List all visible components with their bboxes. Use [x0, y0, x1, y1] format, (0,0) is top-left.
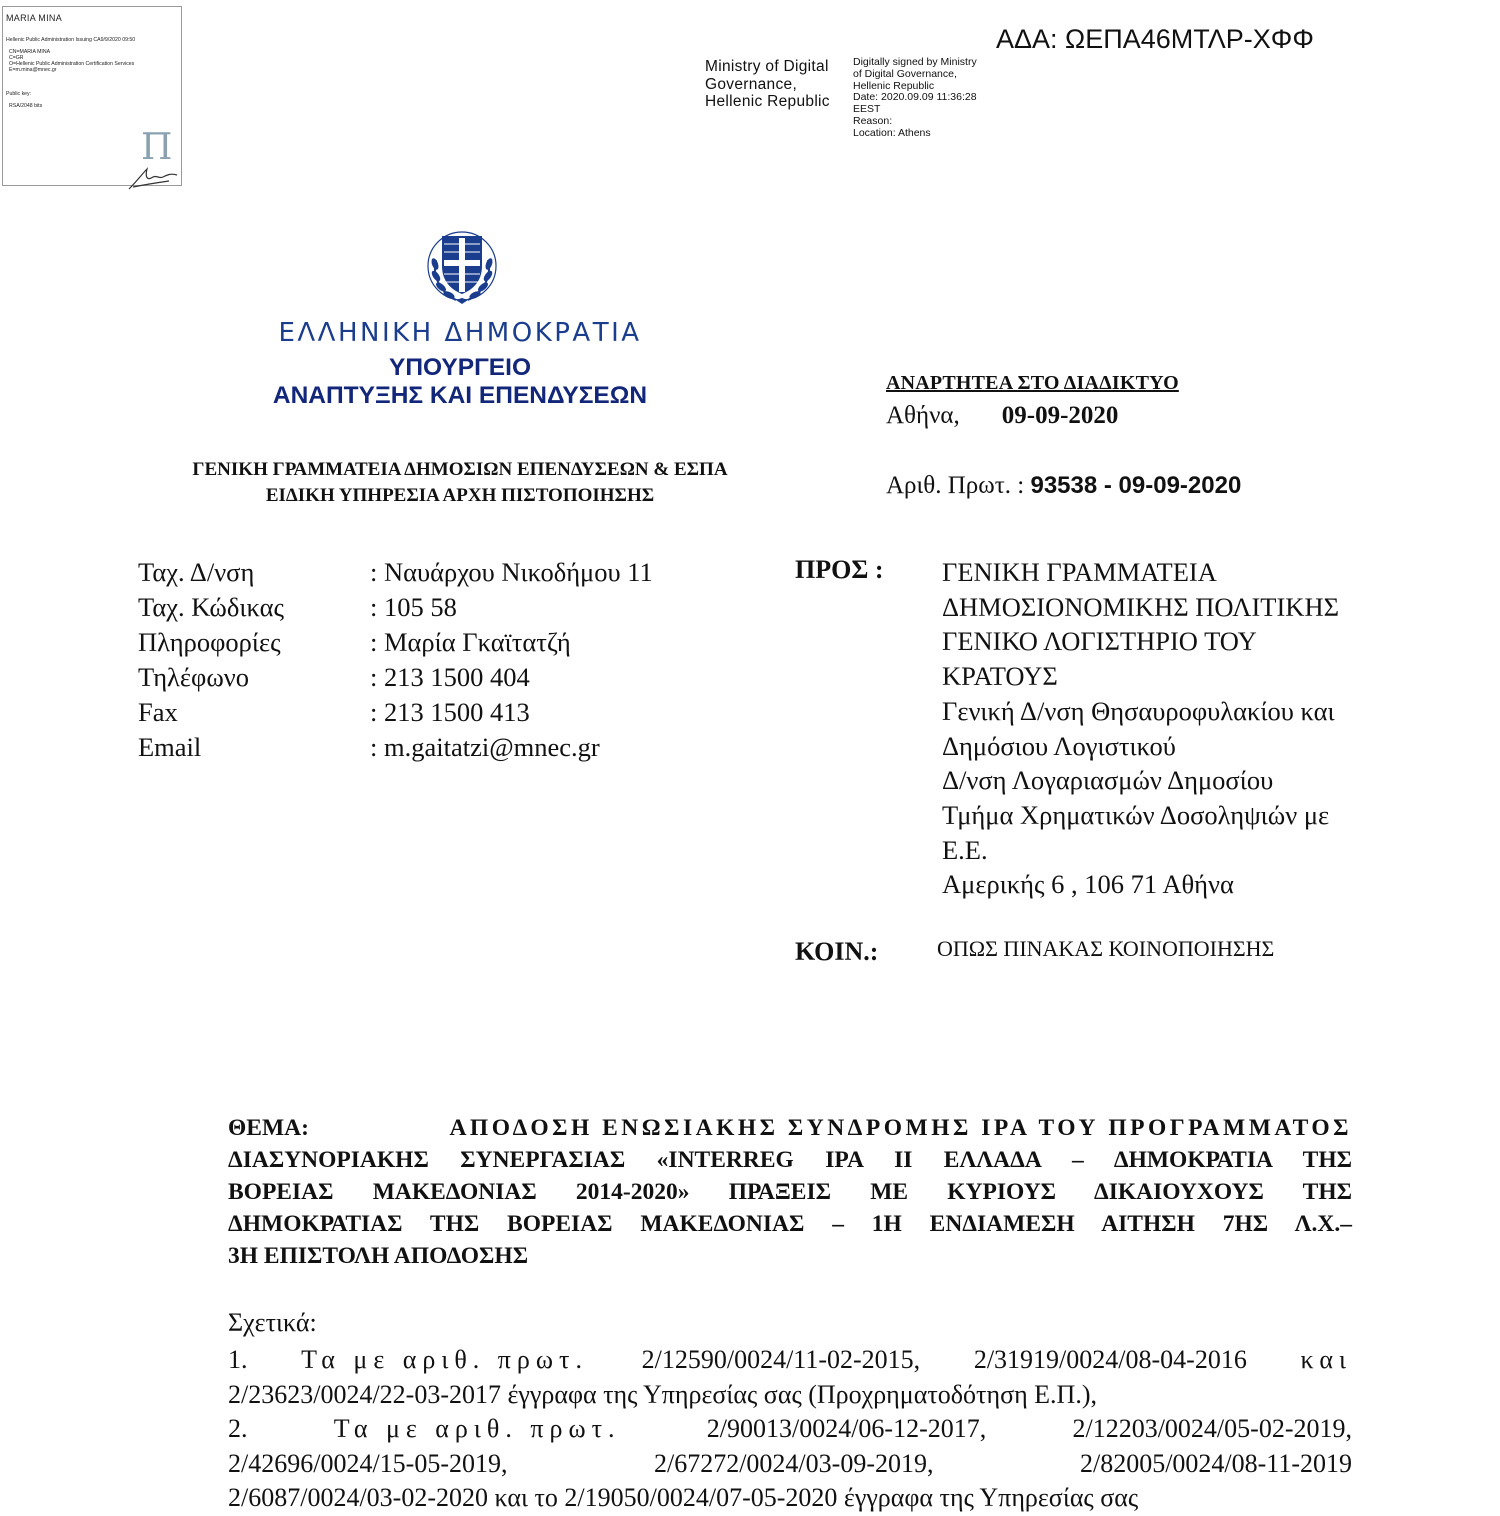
reference-doc: 2/12590/0024/11-02-2015, — [641, 1345, 921, 1374]
ministry-line: ΑΝΑΠΤΥΞΗΣ ΚΑΙ ΕΠΕΝΔΥΣΕΩΝ — [272, 382, 648, 409]
contact-label: Fax — [138, 697, 178, 727]
stamp-issuer: Hellenic Public Administration Issuing CA9/9/2020 09:50 — [6, 37, 136, 43]
reference-doc: 2/42696/0024/15-05-2019, — [228, 1448, 508, 1478]
contact-info — [138, 555, 653, 765]
city: Αθήνα, — [886, 402, 960, 429]
signature-detail-line: Location: Athens — [853, 126, 931, 139]
ada-code: ΑΔΑ: ΩΕΠΑ46ΜΤΛΡ-ΧΦΦ — [996, 24, 1314, 54]
contact-label: Ταχ. Κώδικας — [138, 592, 284, 622]
place-date — [886, 402, 1118, 430]
reference-doc: 2/82005/0024/08-11-2019 — [1079, 1448, 1352, 1478]
subject-line: 3Η ΕΠΙΣΤΟΛΗ ΑΠΟΔΟΣΗΣ — [228, 1243, 529, 1269]
cc-value: ΟΠΩΣ ΠΙΝΑΚΑΣ ΚΟΙΝΟΠΟΙΗΣΗΣ — [937, 936, 1275, 961]
protocol-value: 93538 - 09-09-2020 — [1030, 472, 1242, 499]
reference-doc: 2/67272/0024/03-09-2019, — [653, 1448, 934, 1478]
reference-lead: Τα με αριθ. πρωτ. — [301, 1345, 588, 1374]
subject — [228, 1112, 1352, 1272]
subject-line: ΔΗΜΟΚΡΑΤΙΑΣ ΤΗΣ ΒΟΡΕΙΑΣ ΜΑΚΕΔΟΝΙΑΣ – 1Η ΕΝΔΙΑΜΕΣΗ ΑΙΤΗΣΗ 7ΗΣ Λ.Χ.– — [228, 1211, 1352, 1237]
reference-line — [228, 1412, 1352, 1447]
reference-doc: 2/12203/0024/05-02-2019, — [1072, 1414, 1352, 1443]
contact-value: : 213 1500 404 — [370, 662, 530, 692]
reference-line: 2/23623/0024/22-03-2017 έγγραφα της Υπηρεσίας σας (Προχρηματοδότηση Ε.Π.), — [228, 1379, 1097, 1409]
recipient-line: Δ/νση Λογαριασμών Δημοσίου — [942, 765, 1274, 796]
reference-lead: Τα με αριθ. πρωτ. — [333, 1414, 621, 1443]
republic-title: ΕΛΛΗΝΙΚΗ ΔΗΜΟΚΡΑΤΙΑ — [278, 318, 642, 348]
contact-value: : Μαρία Γκαϊτατζή — [370, 627, 571, 657]
signature-detail-line: of Digital Governance, — [853, 67, 957, 80]
contact-value: : Ναυάρχου Νικοδήμου 11 — [370, 557, 653, 587]
recipient-line: ΔΗΜΟΣΙΟΝΟΜΙΚΗΣ ΠΟΛΙΤΙΚΗΣ — [942, 591, 1340, 622]
reference-line — [228, 1343, 1352, 1378]
contact-label: Email — [138, 732, 202, 762]
recipient-line: Γενική Δ/νση Θησαυροφυλακίου και — [942, 695, 1335, 726]
ministry-line: ΥΠΟΥΡΓΕΙΟ — [388, 354, 532, 381]
ministry-title — [200, 354, 720, 410]
signature-detail-line: Date: 2020.09.09 11:36:28 — [853, 91, 977, 104]
issuing-authority — [130, 457, 790, 509]
publish-notice: ΑΝΑΡΤΗΤΕΑ ΣΤΟ ΔΙΑΔΙΚΤΥΟ — [886, 372, 1179, 394]
contact-label: Ταχ. Δ/νση — [138, 557, 255, 587]
reference-doc: 2/90013/0024/06-12-2017, — [706, 1414, 987, 1443]
digital-signer-line: Hellenic Republic — [705, 93, 830, 110]
special-service: ΕΙΔΙΚΗ ΥΠΗΡΕΣΙΑ ΑΡΧΗ ΠΙΣΤΟΠΟΙΗΣΗΣ — [265, 485, 655, 506]
reference-line — [228, 1447, 1352, 1482]
stamp-dn-line: O=Hellenic Public Administration Certification Services — [9, 61, 135, 67]
subject-line: ΒΟΡΕΙΑΣ ΜΑΚΕΔΟΝΙΑΣ 2014-2020» ΠΡΑΞΕΙΣ ΜΕ ΚΥΡΙΟΥΣ ΔΙΚΑΙΟΥΧΟΥΣ ΤΗΣ — [228, 1179, 1352, 1205]
recipient-line: ΚΡΑΤΟΥΣ — [942, 661, 1058, 692]
digital-signature-details — [853, 57, 977, 140]
stamp-dn-line: C=GR — [9, 55, 24, 61]
document-date: 09-09-2020 — [1001, 402, 1119, 429]
general-secretariat: ΓΕΝΙΚΗ ΓΡΑΜΜΑΤΕΙΑ ΔΗΜΟΣΙΩΝ ΕΠΕΝΔΥΣΕΩΝ & ΕΣΠΑ — [192, 459, 728, 480]
stamp-key-type: RSA/2048 bits — [9, 103, 43, 109]
greek-emblem-icon — [426, 230, 498, 306]
recipient-line: Τμήμα Χρηματικών Δοσοληψιών με — [942, 799, 1330, 830]
reference-conj: και — [1300, 1345, 1352, 1374]
recipient-line: Δημόσιου Λογιστικού — [942, 730, 1176, 761]
signature-detail-line: Hellenic Republic — [853, 79, 935, 92]
reference-line: 2/6087/0024/03-02-2020 και το 2/19050/0024/07-05-2020 έγγραφα της Υπηρεσίας σας — [228, 1483, 1139, 1512]
references-title: Σχετικά: — [228, 1308, 317, 1337]
stamp-dn-line: CN=MARIA MINA — [9, 49, 51, 55]
reference-number: 1. — [228, 1345, 248, 1374]
references — [228, 1343, 1352, 1516]
subject-line: ΔΙΑΣΥΝΟΡΙΑΚΗΣ ΣΥΝΕΡΓΑΣΙΑΣ «INTERREG IPA II ΕΛΛΑΔΑ – ΔΗΜΟΚΡΑΤΙΑ ΤΗΣ — [228, 1147, 1352, 1173]
recipient-line: ΓΕΝΙΚΟ ΛΟΓΙΣΤΗΡΙΟ ΤΟΥ — [942, 626, 1257, 657]
signature-detail-line: EEST — [853, 103, 881, 116]
contact-row — [138, 555, 653, 590]
subject-label: ΘΕΜΑ: — [228, 1115, 309, 1141]
contact-row — [138, 695, 653, 730]
handwritten-signature-icon — [125, 159, 183, 193]
recipient-address — [942, 555, 1462, 902]
contact-value: : 105 58 — [370, 592, 457, 622]
stamp-logo-icon: Π — [141, 127, 173, 168]
contact-row — [138, 625, 653, 660]
signature-stamp — [2, 6, 182, 186]
recipient-line: ΓΕΝΙΚΗ ΓΡΑΜΜΑΤΕΙΑ — [942, 557, 1217, 587]
signature-detail-line: Reason: — [853, 114, 893, 127]
protocol-label: Αριθ. Πρωτ. : — [886, 472, 1025, 499]
contact-label: Τηλέφωνο — [138, 662, 250, 692]
contact-row — [138, 660, 653, 695]
recipient-label: ΠΡΟΣ : — [795, 555, 884, 584]
stamp-dn — [9, 49, 134, 73]
reference-doc: 2/31919/0024/08-04-2016 — [973, 1345, 1247, 1374]
protocol-number — [886, 472, 1241, 500]
cc-label: ΚΟΙΝ.: — [795, 937, 879, 966]
stamp-name: MARIA MINA — [6, 13, 63, 23]
digital-signer — [705, 58, 830, 111]
contact-label: Πληροφορίες — [138, 627, 281, 657]
digital-signer-line: Ministry of Digital — [705, 58, 829, 75]
contact-value: : 213 1500 413 — [370, 697, 530, 727]
stamp-dn-line: E=m.mina@mnec.gr — [9, 67, 57, 73]
subject-line — [228, 1112, 1352, 1144]
reference-number: 2. — [228, 1414, 248, 1443]
stamp-public-key-label: Public key: — [6, 91, 32, 97]
contact-row — [138, 590, 653, 625]
recipient-line: Αμερικής 6 , 106 71 Αθήνα — [942, 869, 1234, 900]
digital-signer-line: Governance, — [705, 75, 798, 93]
recipient-line: Ε.Ε. — [942, 834, 988, 865]
subject-text: ΑΠΟΔΟΣΗ ΕΝΩΣΙΑΚΗΣ ΣΥΝΔΡΟΜΗΣ IPA ΤΟΥ ΠΡΟΓΡΑΜΜΑΤΟΣ — [449, 1115, 1352, 1141]
contact-value: : m.gaitatzi@mnec.gr — [370, 732, 600, 762]
contact-row — [138, 730, 653, 765]
signature-detail-line: Digitally signed by Ministry — [853, 56, 977, 68]
